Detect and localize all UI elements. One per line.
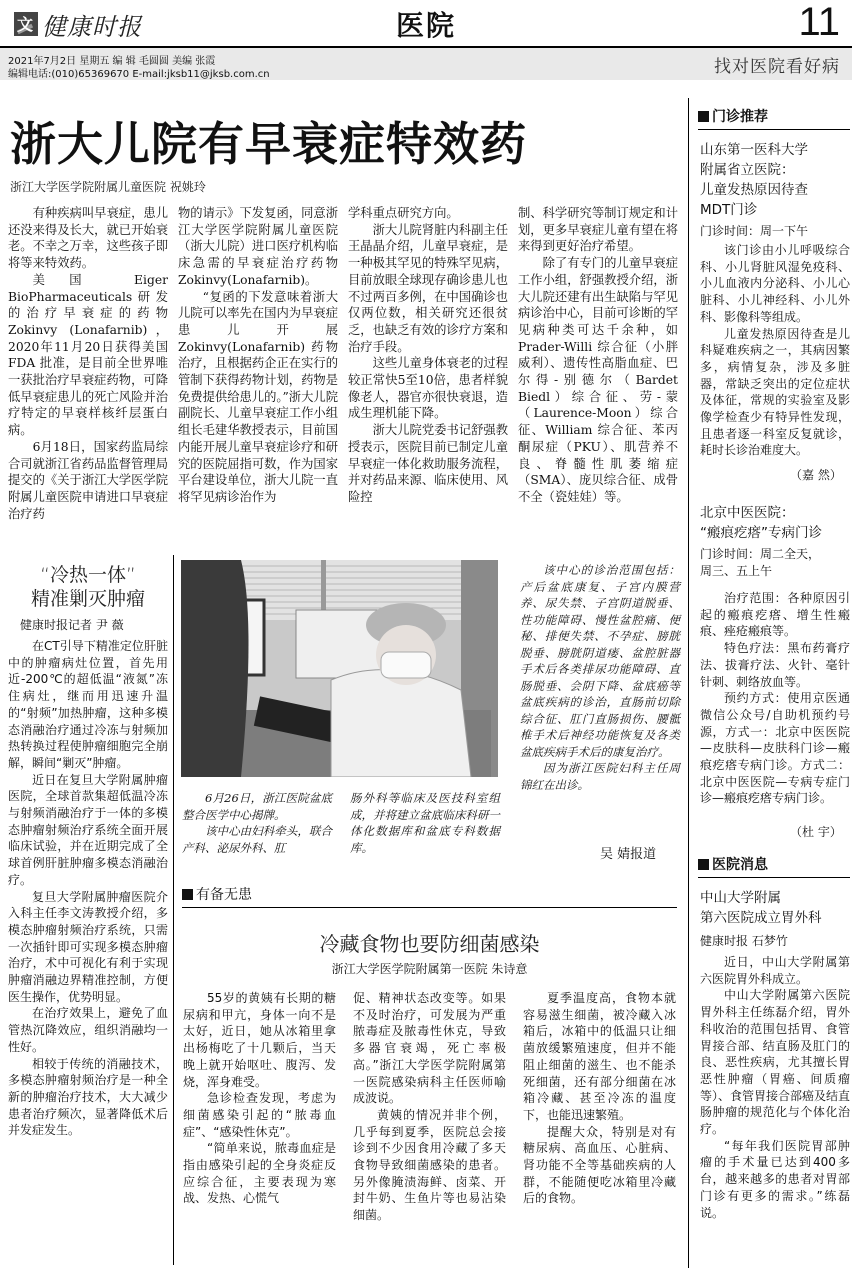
food-column-1 [183, 990, 336, 1207]
paragraph: 因为浙江医院妇科主任周锦红在出诊。 [520, 761, 680, 792]
news-title [700, 888, 850, 928]
clinic1-title-line: MDT门诊 [700, 202, 758, 218]
clinic-section-header [698, 106, 850, 130]
clinic-section-label: 门诊推荐 [712, 109, 768, 125]
paragraph: “简单来说，脓毒血症是指由感染引起的全身炎症反应综合征，主要表现为寒战、发热、心慌气 [183, 1141, 336, 1206]
news-title-line: 中山大学附属 [700, 890, 781, 906]
paragraph: 该门诊由小儿呼吸综合科、小儿肾脏风湿免疫科、小儿血液内分泌科、小儿心脏科、小儿神经科、小儿外科、影像科等组成。 [700, 243, 850, 324]
paragraph: 6月18日，国家药监局综合司就浙江省药品监督管理局提交的《关于浙江大学医学院附属儿童医院申请进口早衰症治疗药 [8, 439, 168, 521]
paragraph: “每年我们医院胃部肿瘤的手术量已达到400多台，越来越多的患者对胃部门诊有更多的需求。”练磊说。 [700, 1138, 850, 1220]
tumor-byline: 健康时报记者 尹 薇 [20, 618, 124, 632]
paragraph: 相较于传统的消融技术，多模态肿瘤射频治疗是一种全新的肿瘤治疗技术，大大减少患者治疗频次，显著降低术后并发症发生。 [8, 1056, 168, 1138]
paragraph: 学科重点研究方向。 [348, 206, 459, 220]
clinic2-time-line: 周三、五上午 [700, 564, 773, 578]
clinic1-body [700, 242, 850, 459]
square-bullet-icon [698, 859, 709, 870]
news-body [700, 954, 850, 1221]
paragraph: 预约方式：使用京医通微信公众号/自助机预约号源，方式一：北京中医医院—皮肤科—皮肤科门诊—瘢痕疙瘩专病门诊。方式二：北京中医医院—专病专症门诊—瘢痕疙瘩专病门诊。 [700, 691, 850, 806]
clinic1-author: （嘉 然） [790, 468, 842, 482]
paragraph: 在治疗效果上，避免了血管热沉降效应，组织消融均一性好。 [8, 1006, 168, 1054]
food-column-3 [523, 990, 676, 1207]
food-byline: 浙江大学医学院附属第一医院 朱诗意 [331, 962, 528, 976]
news-byline: 健康时报 石梦竹 [700, 934, 788, 948]
page-number: 11 [798, 0, 840, 44]
paragraph: 复旦大学附属肿瘤医院介入科主任李文涛教授介绍，多模态肿瘤射频治疗系统，只需一次插针即可实现多模态肿瘤治疗，术中可视化有利于实现肿瘤消融边界精准控制，方便医生操作，优势明显。 [8, 889, 168, 1004]
caption-paragraph: 6月26日，浙江医院盆底整合医学中心揭牌。 [182, 791, 332, 822]
news-section-header [698, 854, 850, 878]
paragraph: 夏季温度高，食物本就容易滋生细菌，被冷藏入冰箱后，冰箱中的低温只让细菌放缓繁殖速度，但并不能阻止细菌的滋生、也不能杀死细菌，还有部分细菌在冰箱冷藏、甚至冷冻的温度下，也能迅速繁殖。 [523, 991, 676, 1122]
tumor-title-line2: 精准剿灭肿瘤 [30, 588, 145, 610]
lead-headline: 浙大儿院有早衰症特效药 [10, 117, 527, 171]
clinic-photo [181, 560, 498, 777]
column-divider [173, 555, 174, 1265]
news-title-line: 第六医院成立胃外科 [700, 910, 822, 926]
square-bullet-icon [182, 889, 193, 900]
clinic1-time: 门诊时间：周一下午 [700, 224, 809, 238]
clinic1-title [700, 140, 850, 220]
logo-text: 健康时报 [42, 12, 142, 41]
clinic2-body [700, 590, 850, 807]
clinic1-title-line: 儿童发热原因待查 [700, 182, 808, 198]
lead-column-1 [8, 205, 168, 522]
clinic2-author: （杜 宇） [790, 825, 842, 839]
food-column-2 [353, 990, 506, 1224]
clinic2-time-line: 门诊时间：周二全天， [700, 547, 821, 561]
food-title: 冷藏食物也要防细菌感染 [319, 932, 540, 956]
paragraph: 治疗范围：各种原因引起的瘢痕疙瘩、增生性瘢痕、痤疮瘢痕等。 [700, 591, 850, 639]
square-bullet-icon [698, 111, 709, 122]
section-label: 有备无患 [196, 887, 252, 903]
paragraph: 近日在复旦大学附属肿瘤医院，全球首款集超低温冷冻与射频消融治疗于一体的多模态肿瘤射频治疗系统全面开展临床试验，并在近期完成了全球首例肝脏肿瘤多模态消融治疗。 [8, 772, 168, 887]
paragraph: “复函的下发意味着浙大儿院可以率先在国内为早衰症患儿开展 Zokinvy(Lonafarnib) 药物治疗，且根据药企正在实行的管制下获得药物计划，药物是免费提供给患儿的。”浙大儿院副院长、儿童早衰症工作小组组长毛建华教授表示，目前国内能开展儿童早衰症诊疗和研究的医院屈指可数，作为国家平台建设单位，浙大儿院一直将罕见病诊治作为 [178, 289, 338, 504]
paragraph: 有种疾病叫早衰症，患儿还没来得及长大，就已开始衰老。不幸之万幸，这些孩子即将等来特效药。 [8, 206, 168, 271]
tumor-article-body [8, 638, 168, 1139]
clinic2-title-line: 北京中医医院： [700, 505, 795, 521]
paragraph: 提醒大众，特别是对有糖尿病、高血压、心脏病、肾功能不全等基础疾病的人群，不能随便吃冰箱里冷藏后的食物。 [523, 1124, 676, 1206]
caption-paragraph: 该中心由妇科牵头，联合产科、泌尿外科、肛 [182, 824, 332, 855]
paragraph: 该中心的诊治范围包括：产后盆底康复、子宫内膜营养、尿失禁、子宫阴道脱垂、性功能障碍、慢性盆腔痛、便秘、排便失禁、不孕症、膀胱脱垂、膀胱阴道瘘、盆腔脏器手术后各类排尿功能障碍、直肠脱垂、会阴下降、盆底癌等盆底疾病的诊治，直肠前切除综合征、肛门直肠损伤、腰骶椎手术后神经功能恢复及各类盆底疾病手术后的康复治疗。 [520, 563, 680, 759]
photo-caption-col2 [350, 790, 500, 856]
paragraph: 特色疗法：黑布药膏疗法、拔膏疗法、火针、毫针针刺、刺络放血等。 [700, 641, 850, 689]
sidebar-divider [688, 98, 689, 1268]
clinic2-title-line: “瘢痕疙瘩”专病门诊 [700, 525, 822, 541]
caption-paragraph: 肠外科等临床及医技科室组成，并将建立盆底临床科研一体化数据库和盆底专科数据库。 [350, 791, 500, 855]
lead-byline: 浙江大学医学院附属儿童医院 祝姚玲 [10, 180, 206, 194]
tumor-title-line1: “冷热一体” [40, 564, 136, 586]
paragraph: 55岁的黄姨有长期的糖尿病和甲亢，身体一向不是太好，近日，她从冰箱里拿出杨梅吃了十几颗后，当天晚上就开始呕吐、腹泻、发烧，浑身难受。 [183, 991, 336, 1089]
news-section-label: 医院消息 [712, 857, 768, 873]
photo-story-side-text [520, 562, 680, 793]
newspaper-logo [14, 8, 142, 40]
photo-caption-col1 [182, 790, 332, 856]
paragraph: 制、科学研究等制订规定和计划，更多早衰症儿童有望在将来得到更好治疗希望。 [518, 206, 678, 254]
clinic1-title-line: 山东第一医科大学 [700, 142, 808, 158]
paragraph: 近日，中山大学附属第六医院胃外科成立。 [700, 955, 850, 986]
paragraph: 浙大儿院党委书记舒强教授表示，医院目前已制定儿童早衰症一体化救助服务流程，并对药品来源、临床使用、风险控 [348, 423, 508, 504]
paragraph: 这些儿童身体衰老的过程较正常快5至10倍，患者样貌像老人，器官亦很快衰退，造成生理机能下降。 [348, 356, 508, 421]
lead-column-2 [178, 205, 338, 506]
paragraph: 除了有专门的儿童早衰症工作小组，舒强教授介绍，浙大儿院还建有出生缺陷与罕见病诊治中心，目前可诊断的罕见病种类可达千余种，如 Prader-Willi 综合征（小胖威利）、遗传性高脂血症、巴尔得-别德尔（Bardet Biedl）综合征、劳-蒙（Laurence-Moon）综合征、William 综合征、苯丙酮尿症（PKU）、肌营养不良、脊髓性肌萎缩症（SMA）、庞贝综合征、成骨不全（瓷娃娃）等。 [518, 256, 678, 504]
lead-column-3 [348, 205, 508, 506]
clinic2-title [700, 503, 850, 543]
paragraph: 中山大学附属第六医院胃外科主任练磊介绍，胃外科收治的范围包括胃、食管胃接合部、结直肠及肛门的良、恶性疾病，尤其擅长胃恶性肿瘤（胃癌、间质瘤等）、食管胃接合部癌及结直肠肿瘤的规范化与个体化治疗。 [700, 988, 851, 1137]
paragraph: 浙大儿院肾脏内科副主任王晶晶介绍，儿童早衰症，是一种极其罕见的特殊罕见病，目前放眼全球现存确诊患儿也不过两百多例，在中国确诊也仅两位数，相关研究还很贫乏，也缺乏有效的诊疗方案和治疗手段。 [348, 222, 508, 354]
paragraph: 急诊检查发现，考虑为细菌感染引起的“脓毒血症”、“感染性休克”。 [183, 1091, 336, 1139]
page-slogan: 找对医院看好病 [714, 57, 840, 77]
logo-icon [14, 12, 38, 36]
paragraph: 美国 Eiger BioPharmaceuticals研发的治疗早衰症的药物 Zokinvy (Lonafarnib)，2020年11月20日获得美国 FDA 批准，是目前全世界唯一获批治疗早衰症药物，可降低早衰症患儿的死亡风险并治疗特定的早衰样核纤层蛋白病。 [8, 272, 168, 438]
paragraph: 物的请示》下发复函，同意浙江大学医学院附属儿童医院（浙大儿院）进口医疗机构临床急需的早衰症治疗药物 Zokinvy(Lonafarnib)。 [178, 206, 338, 287]
editor-contact: 编辑电话:(010)65369670 E-mail:jksb11@jksb.com.cn [8, 69, 270, 80]
clinic1-title-line: 附属省立医院： [700, 162, 795, 178]
paragraph: 黄姨的情况并非个例，几乎每到夏季，医院总会接诊到不少因食用冷藏了多天食物导致细菌感染的患者。另外像腌渍海鲜、卤菜、开封牛奶、生鱼片等也易沾染细菌。 [353, 1107, 506, 1223]
paragraph: 在CT引导下精准定位肝脏中的肿瘤病灶位置，首先用近-200℃的超低温“液氮”冻住病灶，继而用迅速升温的“射频”加热肿瘤，这种多模态消融治疗通过冷冻与射频加热转换过程使肿瘤细胞完全崩解，瞬间“剿灭”肿瘤。 [8, 639, 168, 770]
issue-date-editors: 2021年7月2日 星期五 编 辑 毛圆圆 美编 张霞 [8, 56, 216, 67]
paragraph: 促、精神状态改变等。如果不及时治疗，可发展为严重脓毒症及脓毒性休克，导致多器官衰竭，死亡率极高。”浙江大学医学院附属第一医院感染病科主任医师喻成波说。 [353, 991, 506, 1106]
photo-story-reporter: 吴 婧报道 [600, 847, 657, 862]
paragraph: 儿童发热原因待查是儿科疑难疾病之一，其病因繁多，病情复杂，涉及多脏器，常缺乏突出的定位症状及体征，常规的实验室及影像学检查少有特异性发现，且患者逐一科室反复就诊，耗时长诊治难度大。 [700, 326, 850, 458]
clinic2-time [700, 546, 820, 580]
lead-column-4 [518, 205, 678, 506]
section-label-bar [182, 884, 677, 908]
doctor-photo-illustration [181, 560, 498, 777]
section-title: 医院 [396, 9, 457, 42]
